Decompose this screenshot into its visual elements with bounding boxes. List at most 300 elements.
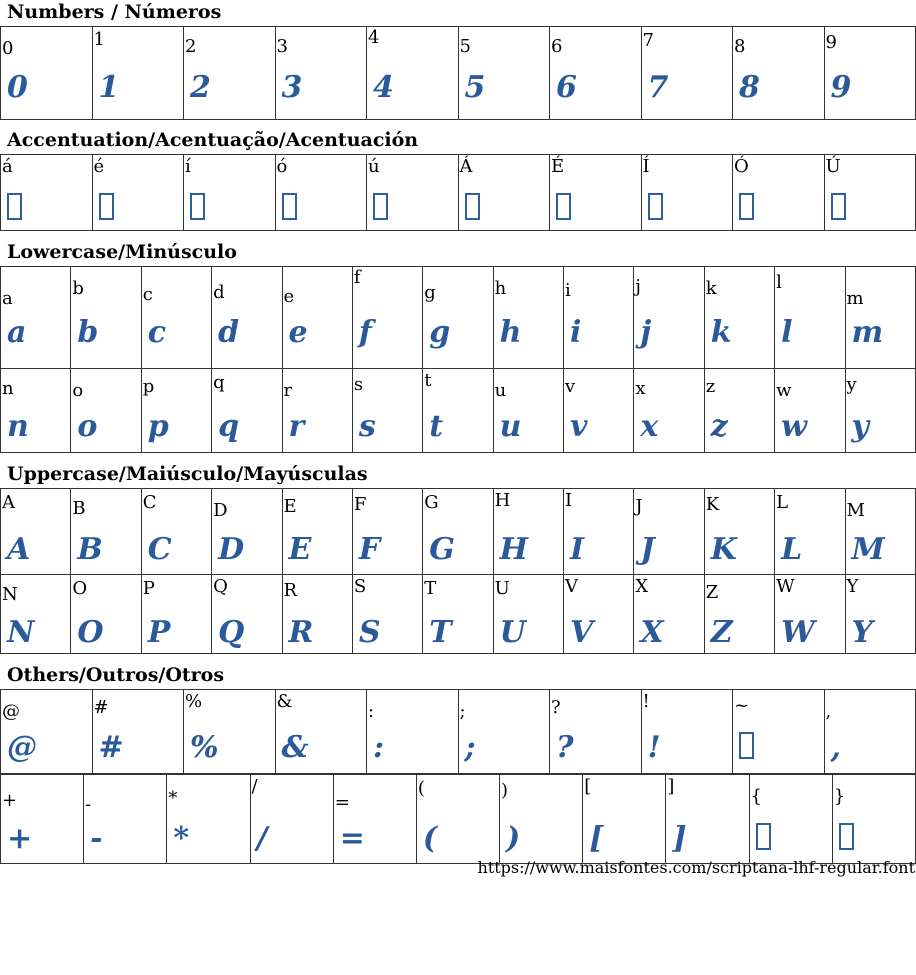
glyph-sample: B: [77, 532, 103, 567]
glyph-sample: G: [429, 532, 455, 567]
glyph-cell: [184, 155, 276, 231]
glyph-cell: [275, 690, 367, 774]
glyph-cell: [749, 775, 832, 864]
glyph-label: t: [424, 370, 432, 391]
glyph-label: ~: [734, 695, 750, 716]
glyph-label: X: [635, 576, 649, 597]
glyph-sample: !: [647, 730, 661, 765]
glyph-sample: %: [190, 730, 219, 765]
glyph-label: h: [494, 278, 507, 299]
glyph-sample: K: [710, 532, 737, 567]
glyph-sample: =: [339, 821, 365, 856]
glyph-label: 1: [93, 29, 105, 50]
glyph-cell: [775, 369, 845, 453]
glyph-cell: [634, 267, 704, 369]
glyph-label: Ú: [825, 156, 841, 177]
glyph-cell: [367, 155, 459, 231]
section-title-others: Others/Outros/Otros: [7, 664, 225, 686]
glyph-label: í: [185, 156, 191, 177]
glyph-sample: i: [570, 315, 582, 350]
section-title-accents: Accentuation/Acentuação/Acentuación: [7, 129, 419, 151]
missing-glyph-icon: [739, 732, 754, 759]
glyph-cell: [282, 489, 352, 575]
glyph-sample: r: [288, 409, 305, 444]
glyph-label: z: [705, 376, 716, 397]
missing-glyph-icon: [648, 193, 663, 220]
glyph-cell: [282, 575, 352, 654]
glyph-sample: c: [147, 315, 167, 350]
glyph-label: v: [565, 376, 576, 397]
glyph-cell: [493, 575, 563, 654]
glyph-sample: [373, 193, 388, 228]
glyph-label: l: [776, 272, 782, 293]
glyph-sample: E: [288, 532, 312, 567]
glyph-cell: [84, 775, 167, 864]
glyph-label: (: [417, 778, 425, 799]
glyph-sample: [282, 193, 297, 228]
glyph-sample: [7, 193, 22, 228]
glyph-label: 9: [825, 32, 837, 53]
glyph-label: Á: [459, 156, 473, 177]
glyph-label: e: [283, 286, 295, 307]
glyph-label: 4: [368, 27, 380, 48]
glyph-cell: [212, 369, 282, 453]
glyph-cell: [583, 775, 666, 864]
glyph-label: =: [334, 792, 350, 813]
glyph-cell: [71, 489, 141, 575]
glyph-cell: [1, 690, 93, 774]
glyph-sample: 4: [373, 70, 394, 105]
glyph-sample: V: [570, 615, 594, 650]
glyph-cell: [775, 267, 845, 369]
glyph-cell: [167, 775, 250, 864]
glyph-cell: [141, 369, 211, 453]
glyph-label: -: [85, 794, 92, 815]
glyph-cell: [666, 775, 749, 864]
others-table-2: [0, 774, 916, 864]
glyph-sample: d: [218, 315, 240, 350]
glyph-label: &: [276, 691, 293, 712]
glyph-sample: (: [422, 821, 438, 856]
numbers-table: [0, 26, 916, 120]
missing-glyph-icon: [282, 193, 297, 220]
glyph-sample: J: [640, 532, 655, 567]
glyph-cell: [824, 690, 916, 774]
glyph-label: V: [565, 576, 578, 597]
glyph-cell: [71, 575, 141, 654]
glyph-sample: [99, 193, 114, 228]
glyph-cell: [250, 775, 333, 864]
glyph-sample: [739, 193, 754, 228]
glyph-cell: [352, 489, 422, 575]
glyph-sample: P: [147, 615, 171, 650]
glyph-label: @: [2, 701, 20, 722]
glyph-sample: ,: [830, 730, 841, 765]
glyph-sample: b: [77, 315, 99, 350]
glyph-sample: T: [429, 615, 452, 650]
glyph-sample: t: [429, 409, 444, 444]
glyph-label: W: [776, 576, 795, 597]
glyph-sample: 5: [464, 70, 486, 105]
uppercase-table: [0, 488, 916, 654]
glyph-cell: [212, 575, 282, 654]
glyph-sample: A: [7, 532, 31, 567]
glyph-sample: l: [781, 315, 793, 350]
glyph-label: P: [142, 578, 155, 599]
glyph-cell: [423, 369, 493, 453]
glyph-label: p: [142, 376, 155, 397]
glyph-cell: [493, 267, 563, 369]
glyph-cell: [634, 369, 704, 453]
glyph-label: u: [494, 380, 507, 401]
others-table-1: [0, 689, 916, 774]
glyph-cell: [416, 775, 499, 864]
glyph-label: É: [551, 156, 565, 177]
glyph-sample: q: [218, 409, 240, 444]
glyph-label: é: [93, 156, 105, 177]
glyph-label: /: [251, 776, 258, 797]
glyph-label: B: [72, 498, 86, 519]
glyph-label: S: [353, 576, 367, 597]
glyph-label: U: [494, 578, 510, 599]
section-title-lowercase: Lowercase/Minúsculo: [7, 241, 237, 263]
glyph-label: Y: [846, 576, 859, 597]
glyph-sample: Z: [710, 615, 733, 650]
glyph-sample: s: [358, 409, 376, 444]
glyph-label: w: [776, 380, 792, 401]
glyph-cell: [634, 575, 704, 654]
lowercase-table: [0, 266, 916, 453]
glyph-cell: [352, 575, 422, 654]
glyph-sample: -: [90, 821, 103, 856]
glyph-sample: @: [7, 730, 37, 765]
glyph-sample: D: [218, 532, 245, 567]
glyph-label: R: [283, 580, 298, 601]
glyph-sample: [648, 193, 663, 228]
glyph-label: 3: [276, 36, 288, 57]
glyph-sample: f: [358, 315, 372, 350]
missing-glyph-icon: [739, 193, 754, 220]
glyph-label: y: [846, 374, 857, 395]
glyph-sample: +: [7, 821, 33, 856]
glyph-cell: [733, 155, 825, 231]
glyph-cell: [184, 690, 276, 774]
glyph-label: ó: [276, 156, 288, 177]
glyph-cell: [733, 690, 825, 774]
glyph-cell: [641, 27, 733, 120]
glyph-sample: &: [281, 730, 309, 765]
glyph-sample: [831, 193, 846, 228]
glyph-sample: e: [288, 315, 308, 350]
glyph-label: I: [565, 490, 573, 511]
glyph-sample: ;: [464, 730, 476, 765]
glyph-sample: y: [851, 409, 869, 444]
glyph-label: m: [846, 288, 864, 309]
missing-glyph-icon: [190, 193, 205, 220]
glyph-sample: N: [7, 615, 35, 650]
glyph-cell: [824, 155, 916, 231]
glyph-cell: [141, 267, 211, 369]
glyph-sample: ): [506, 821, 521, 856]
glyph-label: J: [635, 496, 643, 517]
glyph-sample: p: [147, 409, 169, 444]
glyph-label: n: [2, 378, 14, 399]
glyph-sample: [739, 732, 754, 767]
glyph-cell: [824, 27, 916, 120]
glyph-label: 5: [459, 36, 471, 57]
glyph-label: 6: [551, 36, 563, 57]
glyph-cell: [500, 775, 583, 864]
glyph-label: ?: [551, 697, 561, 718]
glyph-label: ]: [667, 776, 675, 797]
glyph-label: d: [213, 282, 225, 303]
glyph-label: [: [584, 776, 592, 797]
glyph-cell: [71, 267, 141, 369]
glyph-sample: S: [358, 615, 381, 650]
glyph-label: á: [2, 156, 13, 177]
missing-glyph-icon: [465, 193, 480, 220]
glyph-cell: [212, 267, 282, 369]
glyph-cell: [550, 690, 642, 774]
glyph-cell: [1, 27, 93, 120]
glyph-cell: [634, 489, 704, 575]
glyph-sample: Q: [218, 615, 245, 650]
glyph-sample: j: [640, 315, 652, 350]
glyph-cell: [282, 369, 352, 453]
section-title-uppercase: Uppercase/Maiúsculo/Mayúsculas: [7, 463, 368, 485]
glyph-label: x: [635, 378, 646, 399]
glyph-label: i: [565, 280, 571, 301]
glyph-label: %: [185, 691, 203, 712]
glyph-sample: 6: [556, 70, 577, 105]
glyph-label: *: [168, 788, 178, 809]
glyph-cell: [423, 489, 493, 575]
glyph-label: ;: [459, 701, 466, 722]
glyph-cell: [845, 489, 916, 575]
glyph-cell: [1, 369, 71, 453]
glyph-sample: 3: [281, 70, 303, 105]
missing-glyph-icon: [756, 823, 771, 850]
glyph-label: a: [2, 288, 13, 309]
glyph-sample: ]: [672, 821, 687, 856]
glyph-cell: [845, 575, 916, 654]
glyph-label: ,: [825, 701, 832, 722]
glyph-label: L: [776, 492, 789, 513]
glyph-sample: 9: [830, 70, 852, 105]
glyph-label: q: [213, 372, 225, 393]
glyph-label: F: [353, 494, 367, 515]
glyph-sample: [839, 823, 854, 858]
glyph-label: 0: [2, 38, 14, 59]
glyph-label: 7: [642, 30, 654, 51]
glyph-label: A: [2, 492, 15, 513]
glyph-label: E: [283, 496, 297, 517]
glyph-label: {: [750, 786, 762, 807]
glyph-cell: [493, 369, 563, 453]
glyph-sample: v: [570, 409, 588, 444]
glyph-label: D: [213, 500, 228, 521]
glyph-sample: X: [640, 615, 664, 650]
glyph-cell: [704, 489, 774, 575]
glyph-cell: [704, 267, 774, 369]
glyph-sample: :: [373, 730, 385, 765]
glyph-label: Q: [213, 576, 228, 597]
glyph-label: r: [283, 380, 293, 401]
glyph-cell: [352, 267, 422, 369]
glyph-cell: [564, 575, 634, 654]
glyph-cell: [458, 690, 550, 774]
glyph-label: +: [2, 790, 18, 811]
glyph-sample: 8: [739, 70, 760, 105]
glyph-cell: [641, 155, 733, 231]
glyph-sample: H: [499, 532, 528, 567]
glyph-label: Z: [705, 582, 719, 603]
glyph-sample: w: [781, 409, 807, 444]
glyph-cell: [141, 489, 211, 575]
glyph-sample: 0: [7, 70, 28, 105]
missing-glyph-icon: [99, 193, 114, 220]
glyph-sample: g: [429, 315, 451, 350]
glyph-label: G: [424, 492, 439, 513]
glyph-sample: z: [710, 409, 728, 444]
glyph-sample: h: [499, 315, 522, 350]
glyph-cell: [1, 155, 93, 231]
glyph-label: ú: [368, 156, 380, 177]
glyph-sample: Y: [851, 615, 873, 650]
missing-glyph-icon: [556, 193, 571, 220]
glyph-cell: [275, 155, 367, 231]
glyph-sample: n: [7, 409, 29, 444]
glyph-label: f: [353, 267, 361, 288]
glyph-sample: x: [640, 409, 659, 444]
glyph-sample: a: [7, 315, 27, 350]
glyph-cell: [1, 267, 71, 369]
glyph-label: H: [494, 490, 511, 511]
glyph-sample: I: [570, 532, 585, 567]
glyph-cell: [333, 775, 416, 864]
glyph-label: #: [93, 697, 109, 718]
glyph-cell: [352, 369, 422, 453]
glyph-label: Í: [642, 156, 650, 177]
glyph-label: 2: [185, 36, 197, 57]
glyph-sample: u: [499, 409, 522, 444]
glyph-sample: C: [147, 532, 172, 567]
glyph-cell: [641, 690, 733, 774]
glyph-cell: [184, 27, 276, 120]
glyph-sample: #: [98, 730, 124, 765]
glyph-cell: [564, 369, 634, 453]
glyph-cell: [832, 775, 915, 864]
glyph-cell: [92, 155, 184, 231]
glyph-label: C: [142, 492, 157, 513]
glyph-sample: L: [781, 532, 803, 567]
source-url-link[interactable]: https://www.maisfontes.com/scriptana-lhf-regular.font: [477, 858, 915, 877]
glyph-sample: [465, 193, 480, 228]
glyph-cell: [550, 155, 642, 231]
glyph-cell: [845, 369, 916, 453]
glyph-sample: /: [256, 821, 268, 856]
glyph-cell: [423, 267, 493, 369]
glyph-label: T: [424, 578, 437, 599]
glyph-label: k: [705, 278, 717, 299]
glyph-cell: [367, 690, 459, 774]
glyph-sample: k: [710, 315, 732, 350]
missing-glyph-icon: [7, 193, 22, 220]
glyph-label: N: [2, 584, 18, 605]
glyph-cell: [1, 575, 71, 654]
glyph-label: K: [705, 494, 720, 515]
glyph-cell: [141, 575, 211, 654]
glyph-cell: [71, 369, 141, 453]
glyph-label: b: [72, 278, 84, 299]
glyph-cell: [564, 489, 634, 575]
glyph-cell: [212, 489, 282, 575]
glyph-sample: [756, 823, 771, 858]
glyph-label: c: [142, 284, 153, 305]
glyph-label: 8: [734, 36, 746, 57]
glyph-cell: [423, 575, 493, 654]
glyph-cell: [1, 775, 84, 864]
glyph-sample: [: [589, 821, 604, 856]
glyph-label: M: [846, 500, 865, 521]
glyph-cell: [845, 267, 916, 369]
glyph-sample: F: [358, 532, 381, 567]
glyph-cell: [550, 27, 642, 120]
section-title-numbers: Numbers / Números: [7, 1, 222, 23]
missing-glyph-icon: [831, 193, 846, 220]
glyph-cell: [1, 489, 71, 575]
glyph-sample: R: [288, 615, 314, 650]
glyph-label: !: [642, 691, 650, 712]
glyph-cell: [282, 267, 352, 369]
glyph-label: :: [368, 701, 375, 722]
glyph-cell: [733, 27, 825, 120]
glyph-label: Ó: [734, 156, 749, 177]
glyph-label: O: [72, 578, 88, 599]
glyph-cell: [493, 489, 563, 575]
glyph-sample: [556, 193, 571, 228]
glyph-label: }: [833, 786, 846, 807]
glyph-label: g: [424, 282, 436, 303]
glyph-cell: [92, 27, 184, 120]
glyph-sample: 2: [190, 70, 211, 105]
glyph-cell: [775, 575, 845, 654]
accents-table: [0, 154, 916, 231]
glyph-cell: [275, 27, 367, 120]
missing-glyph-icon: [839, 823, 854, 850]
glyph-sample: W: [781, 615, 815, 650]
glyph-cell: [367, 27, 459, 120]
glyph-sample: O: [77, 615, 104, 650]
glyph-sample: U: [499, 615, 526, 650]
glyph-label: o: [72, 380, 84, 401]
glyph-sample: [190, 193, 205, 228]
glyph-sample: ?: [556, 730, 574, 765]
glyph-label: ): [501, 780, 509, 801]
glyph-cell: [92, 690, 184, 774]
glyph-label: s: [353, 374, 364, 395]
glyph-cell: [458, 155, 550, 231]
glyph-label: j: [635, 276, 641, 297]
glyph-cell: [704, 575, 774, 654]
glyph-sample: o: [77, 409, 98, 444]
glyph-sample: M: [851, 532, 885, 567]
glyph-sample: *: [173, 821, 190, 856]
glyph-sample: 7: [647, 70, 669, 105]
glyph-sample: m: [851, 315, 884, 350]
glyph-cell: [564, 267, 634, 369]
glyph-cell: [775, 489, 845, 575]
